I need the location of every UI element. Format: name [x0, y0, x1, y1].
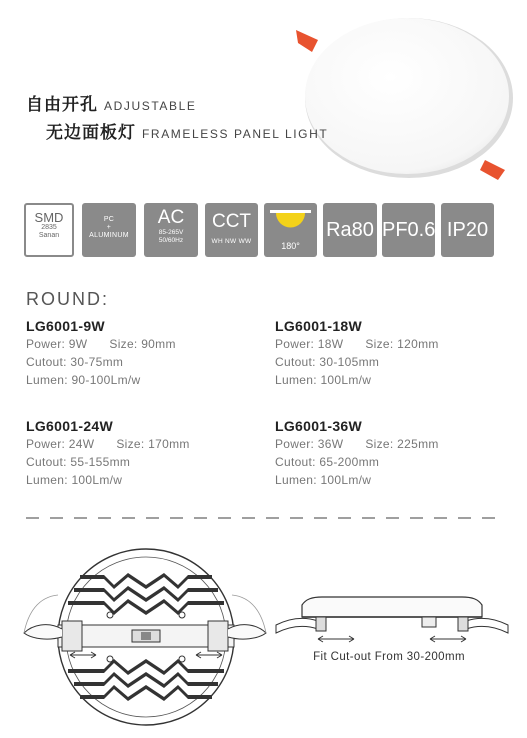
spec-power: Power: 24W — [26, 437, 95, 451]
badge-ac — [144, 203, 198, 257]
spec-lumen: Lumen: 90-100Lm/w — [26, 373, 141, 387]
material-line2: + — [106, 224, 112, 231]
pf-label: PF0.6 — [382, 219, 435, 241]
beam-angle: 180° — [281, 241, 300, 251]
badge-beam-angle — [264, 203, 317, 257]
smd-chip: 2835 — [41, 224, 57, 231]
ac-frequency: 50/60Hz — [158, 237, 184, 244]
spec-power: Power: 36W — [275, 437, 344, 451]
feature-badges — [24, 203, 494, 257]
badge-smd — [24, 203, 74, 257]
spec-cutout: Cutout: 55-155mm — [26, 455, 131, 469]
model-name: LG6001-36W — [275, 418, 363, 434]
material-line3: ALUMINUM — [89, 232, 129, 239]
model-18w — [275, 318, 505, 389]
badge-pf — [382, 203, 435, 257]
spec-power: Power: 18W — [275, 337, 344, 351]
spec-power-size — [26, 435, 256, 453]
side-view-diagram — [272, 595, 512, 645]
model-36w — [275, 418, 505, 489]
cct-title: CCT — [211, 211, 252, 232]
spec-size: Size: 90mm — [109, 337, 176, 351]
spec-cutout: Cutout: 65-200mm — [275, 455, 380, 469]
cutout-caption: Fit Cut-out From 30-200mm — [313, 651, 465, 663]
model-name: LG6001-9W — [26, 318, 105, 334]
heading-en-frameless: FRAMELESS PANEL LIGHT — [142, 127, 329, 141]
heading-zh-frameless: 无边面板灯 — [46, 123, 136, 143]
back-view-diagram — [18, 533, 268, 738]
badge-material — [82, 203, 136, 257]
spec-lumen: Lumen: 100Lm/w — [275, 473, 372, 487]
spec-lumen: Lumen: 100Lm/w — [26, 473, 123, 487]
dashed-divider — [26, 517, 496, 519]
model-24w — [26, 418, 256, 489]
beam-icon — [264, 203, 317, 243]
ra-label: Ra80 — [326, 219, 374, 241]
spec-size: Size: 120mm — [365, 337, 439, 351]
heading-frameless — [46, 118, 328, 143]
spec-power-size — [26, 335, 256, 353]
spec-cutout: Cutout: 30-75mm — [26, 355, 124, 369]
model-name: LG6001-24W — [26, 418, 114, 434]
spec-size: Size: 170mm — [116, 437, 190, 451]
section-title: ROUND: — [26, 289, 109, 309]
spec-size: Size: 225mm — [365, 437, 439, 451]
ac-title: AC — [157, 207, 185, 228]
ac-voltage: 85-265V — [158, 229, 184, 236]
ip-label: IP20 — [446, 219, 489, 241]
model-9w — [26, 318, 256, 389]
heading-en-adjustable: ADJUSTABLE — [104, 99, 197, 113]
heading-adjustable — [26, 90, 196, 115]
spec-cutout: Cutout: 30-105mm — [275, 355, 380, 369]
cct-options: WH NW WW — [211, 238, 252, 245]
badge-ra — [323, 203, 377, 257]
badge-cct — [205, 203, 258, 257]
material-line1: PC — [103, 216, 115, 223]
spec-power-size — [275, 335, 505, 353]
smd-title: SMD — [34, 210, 64, 225]
spec-power: Power: 9W — [26, 337, 88, 351]
spec-power-size — [275, 435, 505, 453]
heading-zh-adjustable: 自由开孔 — [26, 95, 98, 115]
spec-lumen: Lumen: 100Lm/w — [275, 373, 372, 387]
smd-brand: Sanan — [38, 232, 60, 239]
model-name: LG6001-18W — [275, 318, 363, 334]
badge-ip — [441, 203, 494, 257]
